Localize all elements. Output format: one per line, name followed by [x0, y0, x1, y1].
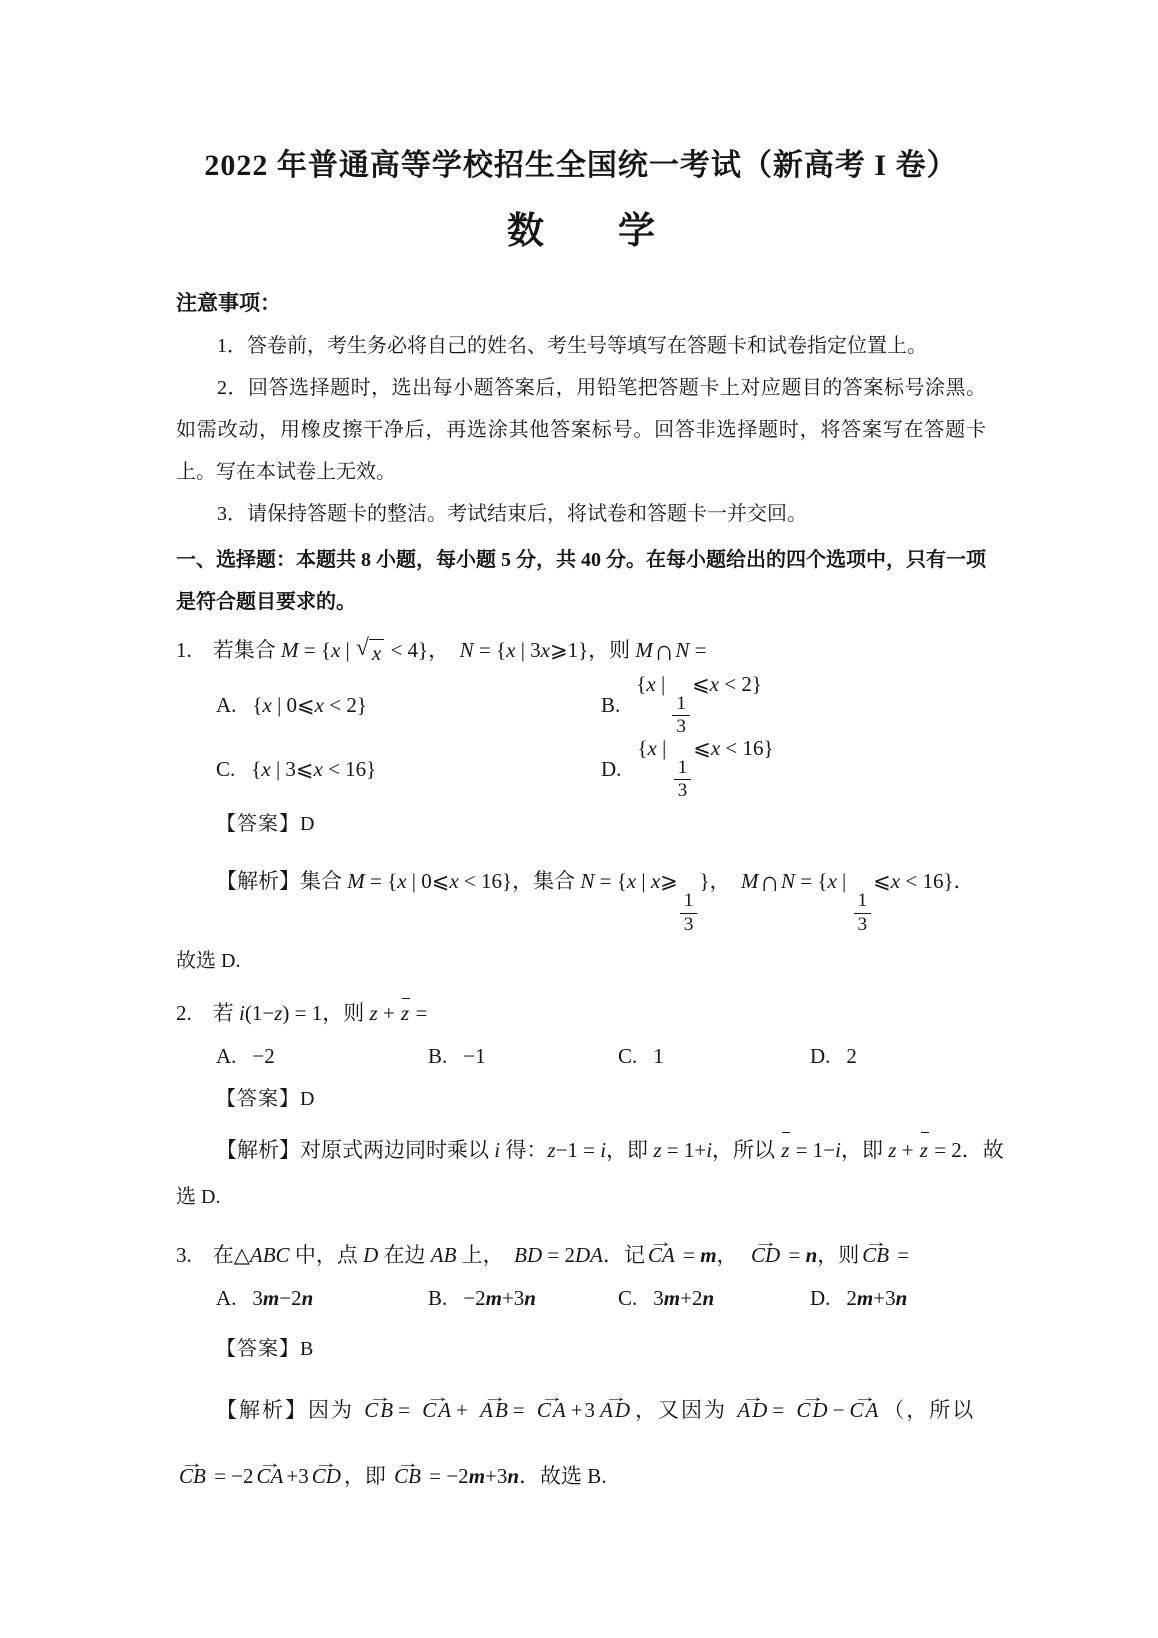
answer-label: 【答案】 — [216, 813, 300, 835]
answer-value: D — [300, 1087, 315, 1110]
notice-item-2: 2．回答选择题时，选出每小题答案后，用铅笔把答题卡上对应题目的答案标号涂黑。如需改动，用橡皮擦干净后，再选涂其他答案标号。回答非选择题时，将答案写在答题卡上。写在本试卷上无效。 — [176, 377, 986, 483]
option-formula: 3m+2n — [653, 1286, 715, 1311]
answer-value: B — [300, 1337, 314, 1360]
option-formula: 3m−2n — [252, 1286, 314, 1311]
question-1-option-a — [216, 673, 601, 737]
option-formula: −1 — [463, 1044, 486, 1069]
option-formula: −2m+3n — [463, 1286, 536, 1311]
question-3-option-c — [618, 1276, 810, 1322]
question-1-answer — [176, 807, 986, 841]
option-formula: 2 — [846, 1044, 857, 1069]
question-2-answer — [176, 1082, 986, 1116]
option-formula: 1 — [653, 1044, 664, 1069]
question-1-conclusion: 故选 D. — [176, 949, 241, 972]
option-label: A. — [216, 1286, 237, 1311]
question-2-option-a — [216, 1034, 428, 1080]
question-2-conclusion: 选 D. — [176, 1185, 221, 1208]
option-label: C. — [216, 756, 236, 781]
option-formula: {x | $\frac{1}{3}$ ⩽x < 2} — [636, 671, 762, 738]
answer-value: D — [300, 813, 315, 835]
subject-title: 数 学 — [507, 211, 655, 252]
question-2-stem: 2. 若 i(1−z) = 1，则 z + z = — [176, 996, 986, 1030]
question-1-option-b — [601, 673, 986, 737]
option-label: B. — [601, 692, 621, 717]
option-label: D. — [601, 756, 622, 781]
option-formula: {x | 0⩽x < 2} — [252, 692, 367, 717]
question-3-option-d — [810, 1276, 986, 1322]
option-formula: {x | 3⩽x < 16} — [251, 756, 377, 781]
question-1-stem: 1. 若集合 M = {x | √ x < 4}， N = {x | 3x⩾1}，则 M∩N = — [176, 635, 707, 668]
notice-heading: 注意事项： — [176, 291, 281, 315]
option-label: A. — [216, 692, 237, 717]
answer-label: 【答案】 — [216, 1087, 300, 1110]
option-formula: {x | $\frac{1}{3}$ ⩽x < 16} — [637, 735, 774, 802]
question-3-answer — [176, 1332, 986, 1366]
notice-item-1: 1．答卷前，考生务必将自己的姓名、考生号等填写在答题卡和试卷指定位置上。 — [217, 335, 927, 357]
question-2-option-d — [810, 1034, 986, 1080]
option-label: D. — [810, 1044, 831, 1069]
question-2-option-b — [428, 1034, 618, 1080]
option-label: C. — [618, 1286, 638, 1311]
question-2-option-c — [618, 1034, 810, 1080]
question-1-option-d — [601, 737, 986, 801]
question-3-analysis: 【解析】因为 CB → = CA → + AB → = CA → +3 AD → ，又因为 AD → = CD → − CA → （，所以 — [176, 1388, 986, 1432]
option-label: D. — [810, 1286, 831, 1311]
question-1-options — [176, 673, 986, 801]
option-label: B. — [428, 1044, 448, 1069]
option-label: B. — [428, 1286, 448, 1311]
option-formula: 2m+3n — [846, 1286, 908, 1311]
question-3-option-b — [428, 1276, 618, 1322]
question-3-stem: 3. 在△ABC 中，点 D 在边 AB 上， BD = 2DA．记 CA → = m， CD → = n，则 CB → = — [176, 1238, 986, 1272]
option-label: C. — [618, 1044, 638, 1069]
section-heading: 一、选择题：本题共 8 小题，每小题 5 分，共 40 分。在每小题给出的四个选项中，只有一项是符合题目要求的。 — [176, 549, 986, 613]
question-1-analysis: 【解析】集合 M = {x | 0⩽x < 16}，集合 N = {x | x⩾ $\frac{1}{3}$ }， M∩N = {x | $\frac{1}{3}$ ⩽x < 16}． — [216, 867, 975, 935]
question-3-option-a — [216, 1276, 428, 1322]
question-2-options — [176, 1034, 986, 1080]
option-label: A. — [216, 1044, 237, 1069]
question-3-conclusion: CB → = −2 CA → +3 CD → ，即 CB → = −2m+3n．故选 B. — [176, 1456, 986, 1496]
question-1-option-c — [216, 737, 601, 801]
notice-item-3: 3．请保持答题卡的整洁。考试结束后，将试卷和答题卡一并交回。 — [217, 503, 807, 525]
question-3-options — [176, 1276, 986, 1322]
answer-label: 【答案】 — [216, 1337, 300, 1360]
exam-title: 2022 年普通高等学校招生全国统一考试（新高考 I 卷） — [204, 149, 958, 182]
option-formula: −2 — [252, 1044, 275, 1069]
question-2-analysis: 【解析】对原式两边同时乘以 i 得：z−1 = i，即 z = 1+i，所以 z = 1−i，即 z + z = 2．故 — [176, 1130, 986, 1170]
